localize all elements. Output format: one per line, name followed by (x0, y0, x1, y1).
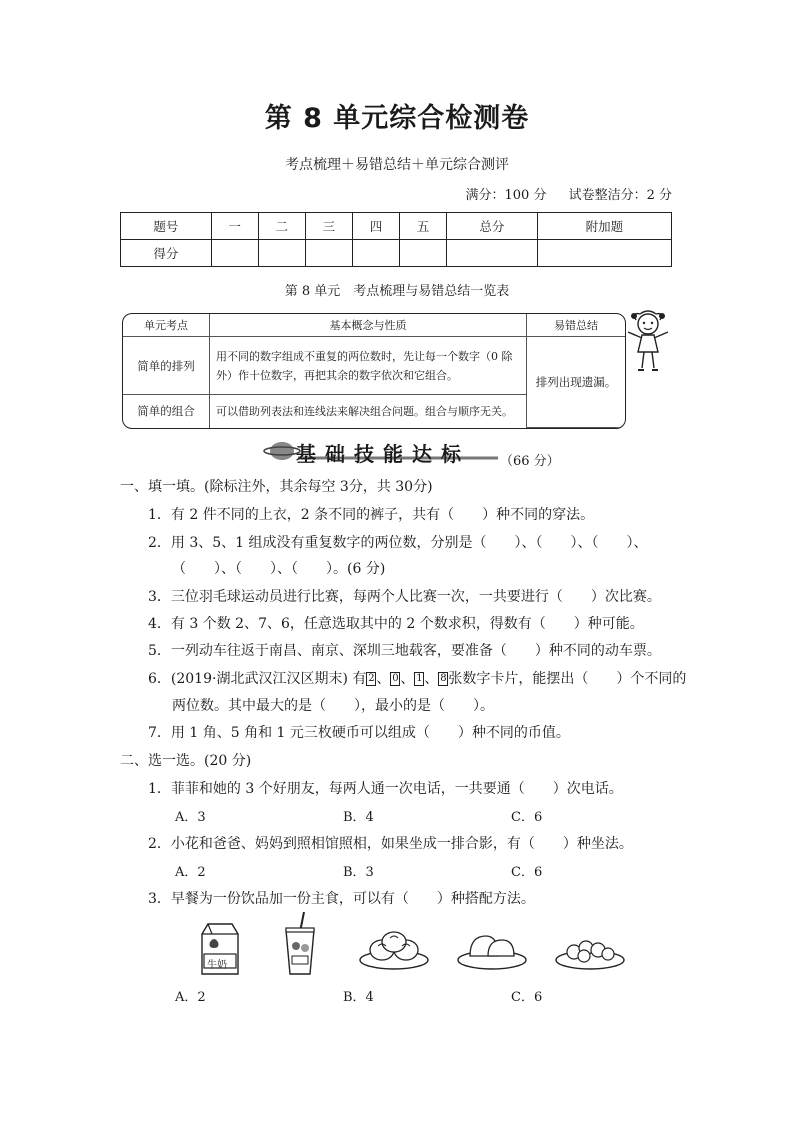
question-text: （ ）、（ ）、（ ）。(6 分) (172, 561, 386, 577)
summary-table (122, 313, 626, 429)
summary-topic: 简单的排列 (123, 337, 210, 395)
summary-desc: 用不同的数字组成不重复的两位数时，先让每一个数字（0 除外）作十位数字，再把其余的数字依次和它组合。 (210, 337, 527, 395)
number-card: 8 (440, 673, 447, 684)
score-table (120, 212, 672, 267)
question-text: 1．有 2 件不同的上衣，2 条不同的裤子，共有（ ）种不同的穿法。 (148, 507, 595, 523)
summary-header: 易错总结 (527, 314, 626, 337)
full-score: 满分：100 分 (465, 188, 547, 203)
score-row-label: 得分 (121, 240, 212, 267)
summary-desc: 可以借助列表法和连线法来解决组合问题。组合与顺序无关。 (210, 395, 527, 428)
question-text: 4．有 3 个数 2、7、6，任意选取其中的 2 个数求积，得数有（ ）种可能。 (148, 616, 644, 632)
option-c[interactable]: C．6 (511, 810, 543, 825)
score-cell: 四 (352, 213, 399, 240)
milk-carton-icon (198, 920, 242, 976)
score-info (466, 184, 673, 203)
bread-plate-icon (456, 926, 528, 972)
part1-heading: 一、填一填。(除标注外，其余每空 3分，共 30分) (120, 479, 433, 495)
score-cell: 三 (305, 213, 352, 240)
page-title: 第 8 单元综合检测卷 (264, 103, 530, 134)
option-c[interactable]: C．6 (511, 990, 543, 1005)
score-cell: 附加题 (537, 213, 671, 240)
summary-header: 基本概念与性质 (210, 314, 527, 337)
question-text: 5．一列动车往返于南昌、南京、深圳三地载客，要准备（ ）种不同的动车票。 (148, 643, 661, 659)
question-text: 3．早餐为一份饮品加一份主食，可以有（ ）种搭配方法。 (148, 891, 535, 907)
summary-header: 单元考点 (123, 314, 210, 337)
score-input-cell[interactable] (447, 240, 538, 267)
number-card: 0 (392, 673, 399, 684)
question-text: 1．菲菲和她的 3 个好朋友，每两人通一次电话，一共要通（ ）次电话。 (148, 781, 623, 797)
question-text: 7．用 1 角、5 角和 1 元三枚硬币可以组成（ ）种不同的币值。 (148, 725, 570, 741)
option-a[interactable]: A．2 (175, 990, 206, 1005)
score-input-cell[interactable] (258, 240, 305, 267)
option-b[interactable]: B．4 (343, 810, 374, 825)
question-text: 两位数。其中最大的是（ ），最小的是（ ）。 (172, 698, 494, 714)
score-input-cell[interactable] (400, 240, 447, 267)
score-table-score-row (121, 240, 672, 267)
option-a[interactable]: A．2 (175, 865, 206, 880)
steamed-buns-plate-icon (358, 928, 430, 972)
summary-title: 第 8 单元 考点梳理与易错总结一览表 (284, 284, 510, 299)
milk-label: 牛奶 (207, 960, 227, 971)
score-cell: 二 (258, 213, 305, 240)
option-b[interactable]: B．4 (343, 990, 374, 1005)
question-text-part: 6．(2019·湖北武汉江汉区期末) 有 (148, 671, 367, 687)
score-cell: 题号 (121, 213, 212, 240)
question-text: 2．小花和爸爸、妈妈到照相馆照相，如果坐成一排合影，有（ ）种坐法。 (148, 836, 633, 852)
part2-heading: 二、选一选。(20 分) (120, 753, 252, 769)
option-a[interactable]: A．3 (175, 810, 206, 825)
summary-topic: 简单的组合 (123, 395, 210, 428)
question-text: 2．用 3、5、1 组成没有重复数字的两位数，分别是（ ）、（ ）、（ ）、 (148, 535, 648, 551)
score-input-cell[interactable] (211, 240, 258, 267)
number-card: 2 (368, 673, 375, 684)
cartoon-girl-icon (622, 308, 674, 378)
question-text-part: 张数字卡片，能摆出（ ）个不同的 (448, 671, 687, 687)
juice-cup-icon (280, 912, 320, 976)
question-text: 3．三位羽毛球运动员进行比赛，每两个人比赛一次，一共要进行（ ）次比赛。 (148, 589, 661, 605)
section-banner-title: 基础技能达标 (296, 442, 470, 466)
summary-mistake: 排列出现遗漏。 (527, 337, 626, 428)
score-table-header-row (121, 213, 672, 240)
option-b[interactable]: B．3 (343, 865, 374, 880)
question-text: 6．(2019·湖北武汉江汉区期末) 有 2 、 0 、 1 、 8 张数字卡片，能摆出（ ）个不同的 (148, 671, 687, 687)
score-cell: 总分 (447, 213, 538, 240)
score-input-cell[interactable] (352, 240, 399, 267)
score-input-cell[interactable] (537, 240, 671, 267)
score-input-cell[interactable] (305, 240, 352, 267)
page-subtitle: 考点梳理＋易错总结＋单元综合测评 (285, 157, 509, 173)
number-card: 1 (416, 673, 423, 684)
neat-score: 试卷整洁分：2 分 (568, 188, 672, 203)
dumplings-plate-icon (554, 930, 626, 972)
score-cell: 五 (400, 213, 447, 240)
option-c[interactable]: C．6 (511, 865, 543, 880)
score-cell: 一 (211, 213, 258, 240)
section-banner-score: （66 分） (500, 454, 560, 469)
